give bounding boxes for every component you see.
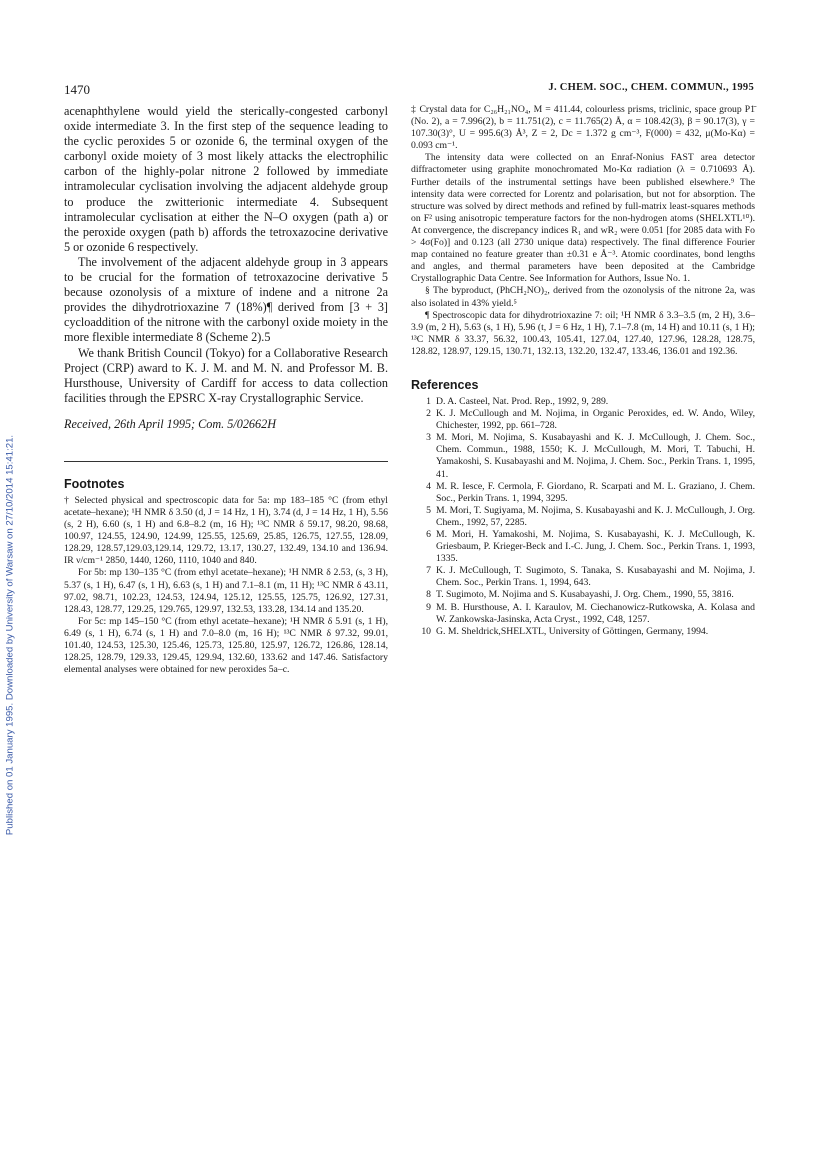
reference-list bbox=[411, 396, 755, 638]
footnote-byproduct: § The byproduct, (PhCH₂NO)₂, derived from the ozonolysis of the nitrone 2a, was also isolated in 43% yield.⁵ bbox=[411, 285, 755, 309]
reference-text: K. J. McCullough and M. Nojima, in Organic Peroxides, ed. W. Ando, Wiley, Chichester, 1992, pp. 661–728. bbox=[436, 408, 755, 432]
reference-number: 9 bbox=[426, 601, 431, 613]
page-number: 1470 bbox=[64, 82, 90, 97]
right-column bbox=[411, 104, 755, 638]
footnote-spectroscopic: ¶ Spectroscopic data for dihydrotrioxazine 7: oil; ¹H NMR δ 3.3–3.5 (m, 2 H), 3.6–3.9 (m, 2 H), 5.63 (s, 1 H), 5.96 (t, J = 6 Hz, 1 H), 7.1–7.8 (m, 14 H) and 10.11 (s, 1 H); ¹³C NMR δ 33.37, 56.32, 100.43, 105.41, 127.04, 127.40, 127.96, 128.28, 128.75, 128.82, 128.97, 129.15, 130.71, 132.13, 132.20, 132.47, 133.46, 136.01 and 192.36. bbox=[411, 309, 755, 357]
reference-number: 10 bbox=[421, 625, 431, 637]
reference-text: D. A. Casteel, Nat. Prod. Rep., 1992, 9, 289. bbox=[436, 395, 609, 407]
reference-number: 4 bbox=[426, 480, 431, 492]
references-heading: References bbox=[411, 377, 479, 392]
reference-number: 6 bbox=[426, 529, 431, 540]
reference-number: 2 bbox=[426, 408, 431, 420]
footnote: For 5c: mp 145–150 °C (from ethyl acetate–hexane); ¹H NMR δ 5.91 (s, 1 H), 6.49 (s, 1 H), 6.74 (s, 1 H) and 7.0–8.0 (m, 16 H); ¹³C NMR δ 97.32, 99.01, 101.40, 124.53, 125.30, 125.46, 125.73, 125.80, 125.97, 126.72, 126.86, 128.14, 128.25, 128.79, 129.33, 129.45, 129.94, 132.60, 133.62 and 147.46. Satisfactory elemental analyses were obtained for new peroxides 5a–c. bbox=[64, 615, 388, 676]
reference-item bbox=[411, 481, 755, 505]
footnote: † Selected physical and spectroscopic data for 5a: mp 183–185 °C (from ethyl acetate–hexane); ¹H NMR δ 3.50 (d, J = 14 Hz, 1 H), 3.74 (d, J = 14 Hz, 1 H), 5.56 (s, 2 H), 6.60 (s, 1 H) and 6.8–8.2 (m, 16 H); ¹³C NMR δ 59.17, 98.20, 98.68, 100.97, 124.55, 124.90, 124.99, 125.55, 125.69, 25.85, 126.75, 127.55, 128.09, 128.29, 128.57,129.03,129.14, 129.72, 13.17, 130.27, 132.49, 134.10 and 136.94. IR ν/cm⁻¹ 2850, 1440, 1260, 1110, 1040 and 840. bbox=[64, 494, 388, 567]
body-paragraph: The involvement of the adjacent aldehyde group in 3 appears to be crucial for the formation of tetroxazocine derivative 5 because ozonolysis of a mixture of indene and a nitrone 2a provides the dihydrotrioxazine 7 (18%)¶ derived from [3 + 3] cycloaddition of the nitrone with the carbonyl oxide moiety in the more flexible intermediate 8 (Scheme 2).5 bbox=[64, 254, 388, 345]
reference-text: G. M. Sheldrick,SHELXTL, University of Göttingen, Germany, 1994. bbox=[436, 625, 709, 637]
footnote-crystal-data: ‡ Crystal data for C₂₆H₂₁NO₄, M = 411.44, colourless prisms, triclinic, space group P1̄ (No. 2), a = 7.996(2), b = 11.751(2), c = 11.765(2) Å, α = 108.42(3), β = 90.17(3), γ = 107.30(3)°, U = 995.6(3) Å³, Z = 2, Dc = 1.372 g cm⁻³, F(000) = 432, μ(Mo-Kα) = 0.093 cm⁻¹. bbox=[411, 104, 755, 152]
footnotes-heading: Footnotes bbox=[64, 476, 125, 491]
reference-text: M. Mori, T. Sugiyama, M. Nojima, S. Kusabayashi and K. J. McCullough, J. Org. Chem., 1992, 57, 2285. bbox=[436, 504, 755, 528]
download-watermark-text: Published on 01 January 1995. Downloaded by University of Warsaw on 27/10/2014 15:41:21. bbox=[4, 434, 16, 836]
reference-text: M. R. Iesce, F. Cermola, F. Giordano, R. Scarpati and M. L. Graziano, J. Chem. Soc., Perkin Trans. 1, 1994, 3295. bbox=[436, 480, 755, 504]
reference-item bbox=[411, 529, 755, 565]
footnote: For 5b: mp 130–135 °C (from ethyl acetate–hexane); ¹H NMR δ 2.53, (s, 3 H), 5.37 (s, 1 H), 6.47 (s, 1 H), 6.63 (s, 1 H) and 7.1–8.1 (m, 11 H); ¹³C NMR δ 43.11, 97.02, 98.71, 102.23, 124.53, 124.94, 125.12, 125.55, 125.75, 126.92, 127.31, 128.43, 128.77, 129.25, 129.765, 129.97, 132.53, 133.28, 134.14 and 135.20. bbox=[64, 567, 388, 615]
download-watermark bbox=[2, 290, 18, 980]
reference-text: K. J. McCullough, T. Sugimoto, S. Tanaka, S. Kusabayashi and M. Nojima, J. Chem. Soc., Perkin Trans. 1, 1994, 643. bbox=[436, 565, 755, 589]
page-header bbox=[64, 82, 754, 98]
reference-number: 3 bbox=[426, 432, 431, 444]
reference-number: 8 bbox=[426, 589, 431, 601]
reference-item bbox=[411, 396, 755, 408]
reference-item bbox=[411, 408, 755, 432]
section-divider bbox=[64, 461, 388, 462]
reference-item bbox=[411, 505, 755, 529]
reference-number: 5 bbox=[426, 504, 431, 516]
reference-item bbox=[411, 602, 755, 626]
journal-title: J. CHEM. SOC., CHEM. COMMUN., 1995 bbox=[548, 82, 754, 93]
reference-item bbox=[411, 432, 755, 480]
acknowledgement-paragraph: We thank British Council (Tokyo) for a Collaborative Research Project (CRP) award to K. J. M. and M. N. and Professor M. B. Hursthouse, University of Cardiff for access to data collection facilities through the EPSRC X-ray Crystallographic Service. bbox=[64, 345, 388, 405]
reference-text: T. Sugimoto, M. Nojima and S. Kusabayashi, J. Org. Chem., 1990, 55, 3816. bbox=[436, 589, 734, 601]
reference-text: M. Mori, M. Nojima, S. Kusabayashi and K. J. McCullough, J. Chem. Soc., Chem. Commun., 1988, 1550; K. J. McCullough, M. Mori, T. Tabuchi, H. Yamakoshi, S. Kusabayashi and M. Nojima, J. Chem. Soc., Perkin Trans. 1, 1995, 41. bbox=[436, 432, 755, 480]
reference-item bbox=[411, 565, 755, 589]
reference-text: M. B. Hursthouse, A. I. Karaulov, M. Ciechanowicz-Rutkowska, A. Kolasa and W. Zankowska-Jasinska, Acta Cryst., 1992, C48, 1257. bbox=[436, 601, 755, 625]
reference-text: M. Mori, H. Yamakoshi, M. Nojima, S. Kusabayashi, K. J. McCullough, K. Griesbaum, P. Krieger-Beck and I.-C. Jung, J. Chem. Soc., Perkin Trans. 1, 1993, 1335. bbox=[436, 529, 755, 565]
received-line: Received, 26th April 1995; Com. 5/02662H bbox=[64, 416, 277, 431]
reference-number: 1 bbox=[426, 395, 431, 407]
reference-item bbox=[411, 589, 755, 601]
reference-item bbox=[411, 626, 755, 638]
left-column bbox=[64, 104, 388, 676]
reference-number: 7 bbox=[426, 565, 431, 577]
body-paragraph: acenaphthylene would yield the sterically-congested carbonyl oxide intermediate 3. In the first step of the sequence leading to the cyclic peroxides 5 or ozonide 6, the terminal oxygen of the carbonyl oxide moiety of 3 most likely attacks the electrophilic carbon of the highly-polar nitrone 2 followed by immediate intramolecular cyclisation involving the adjacent aldehyde group to produce the zwitterionic intermediate 4. Subsequent intramolecular cyclisation at either the N–O oxygen (path a) or the peroxide oxygen (path b) affords the tetroxazocine derivative 5 or ozonide 6 respectively. bbox=[64, 104, 388, 254]
footnote-intensity-data: The intensity data were collected on an Enraf-Nonius FAST area detector diffractometer using graphite monochromated Mo-Kα radiation (λ = 0.710693 Å). Further details of the instrumental settings have been published elsewhere.⁹ The intensity data were corrected for Lorentz and polarisation, but not for absorption. The structure was solved by direct methods and refined by full-matrix least-squares methods on F² using anisotropic temperature factors for the non-hydrogen atoms (SHELXTL¹⁰). At convergence, the discrepancy indices R₁ and wR₂ were 0.051 [for 2085 data with Fo > 4σ(Fo)] and 0.123 (all 2730 unique data) respectively. The final difference Fourier map contained no feature greater than ±0.31 e Å⁻³. Atomic coordinates, bond lengths and angles, and thermal parameters have been deposited at the Cambridge Crystallographic Data Centre. See Information for Authors, Issue No. 1. bbox=[411, 152, 755, 285]
